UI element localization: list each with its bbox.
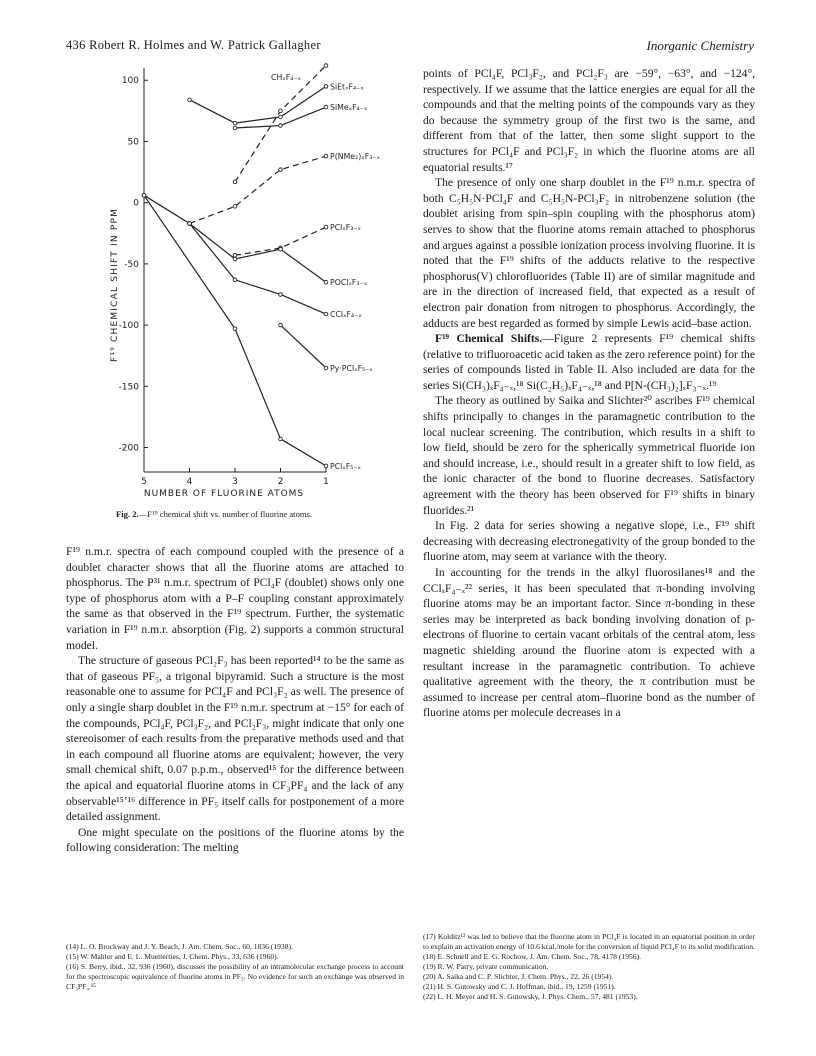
- y-tick-label: -150: [118, 382, 139, 393]
- left-paragraph: The structure of gaseous PCl₂F₃ has been reported¹⁴ to be the same as that of gaseous PF₅, a trigonal bipyramid. Such a structure is the most reasonable one to assume for PCl₄F and PCl₃F₂ as well. The presence of only a single sharp doublet in the F¹⁹ n.m.r. spectrum at −15° for each of the compounds, PCl₄F, PCl₃F₂, and PCl₂F₃, might indicate that only one stereoisomer of each results from the preparative methods used and that in each compound all fluorine atoms are equivalent; however, the very small chemical shift, 0.07 p.p.m., observed¹⁵ for the difference between the apical and equatorial fluorine atoms in CF₃PF₄ and the lack of any observable¹⁵ʼ¹⁶ difference in PF₅ itself calls for postponement of a more detailed assignment.: [66, 654, 404, 824]
- series-label: Py·PClₓF₅₋ₓ: [330, 363, 373, 373]
- y-tick-label: 100: [121, 76, 139, 87]
- data-point: [279, 437, 283, 441]
- right-paragraph: points of PCl₄F, PCl₃F₂, and PCl₂F₃ are −59°, −63°, and −124°, respectively. If we assume that the lattice energies are equal for all the compounds and that the melting points of the compounds vary as they do because the symmetry group of the first two is the same, and different from that of the latter, then some slight support to the structures for PCl₄F and PCl₃F₂ in which the fluorine atoms are all equatorial results.¹⁷: [423, 67, 755, 174]
- y-tick-label: 0: [133, 198, 139, 209]
- data-point: [279, 124, 283, 128]
- data-point: [324, 312, 328, 316]
- footnote: (18) E. Schnell and E. G. Rochow, J. Am. Chem. Soc., 78, 4178 (1956).: [423, 952, 642, 961]
- data-point: [233, 257, 237, 261]
- x-tick-label: 1: [323, 477, 329, 487]
- series-line: [281, 325, 327, 368]
- series-line: [190, 223, 327, 282]
- data-point: [188, 222, 192, 226]
- data-point: [233, 278, 237, 282]
- right-paragraph-section: [423, 331, 755, 393]
- series-label: PClₓF₃₋ₓ: [330, 223, 361, 233]
- right-paragraph: The theory as outlined by Saika and Slichter²⁰ ascribes F¹⁹ chemical shifts principally to changes in the paramagnetic contribution to the local nuclear screening. The contribution, which results in a shift to low field, should be zero for the spherically symmetrical fluoride ion and should increase, i.e., should result in a greater shift to low field, as the ionic character of the bond to fluorine decreases. Satisfactory agreement with the theory has been observed for F¹⁹ shifts in binary fluorides.²¹: [423, 394, 755, 517]
- figure-caption: [116, 509, 312, 519]
- footnote: (20) A. Saika and C. P. Slichter, J. Chem. Phys., 22, 26 (1954).: [423, 972, 614, 981]
- footnote: (21) H. S. Gutowsky and C. J. Hoffman, ibid., 19, 1259 (1951).: [423, 982, 616, 991]
- series-label: SiMeₓF₄₋ₓ: [330, 103, 368, 113]
- data-point: [279, 109, 283, 113]
- data-point: [279, 247, 283, 251]
- series-line: [190, 86, 327, 123]
- series-label: PClₓF₅₋ₓ: [330, 461, 361, 471]
- data-point: [233, 327, 237, 331]
- footnote: (22) L. H. Meyer and H. S. Gutowsky, J. Phys. Chem., 57, 481 (1953).: [423, 992, 638, 1001]
- left-paragraph: One might speculate on the positions of the fluorine atoms by the following consideration: The melting: [66, 825, 404, 855]
- y-axis-label: F¹⁹ CHEMICAL SHIFT IN PPM: [110, 207, 120, 363]
- data-point: [324, 225, 328, 229]
- right-paragraph: In Fig. 2 data for series showing a negative slope, i.e., F¹⁹ shift decreasing with decreasing electronegativity of the group bonded to the fluorine atom, may seem at variance with the theory.: [423, 519, 755, 564]
- running-header-left: 436 Robert R. Holmes and W. Patrick Gallagher: [66, 38, 321, 52]
- footnote: (15) W. Mahler and E. L. Muetterties, J. Chem. Phys., 33, 636 (1960).: [66, 952, 279, 961]
- data-point: [233, 254, 237, 258]
- data-point: [233, 205, 237, 209]
- footnote: (16) S. Berry, ibid., 32, 936 (1960), discusses the possibility of an intramolecular exchange process to account for the spectroscopic equivalence of fluorine atoms in PF₅. No evidence for such an exchange was observed in CF₃PF₄.¹⁵: [66, 962, 404, 991]
- data-point: [142, 194, 146, 198]
- data-point: [279, 323, 283, 327]
- series-label: CClₓF₄₋ₓ: [330, 310, 362, 320]
- left-paragraph: F¹⁹ n.m.r. spectra of each compound coupled with the presence of a doublet character shows that all the fluorine atoms are attached to phosphorus. The P³¹ n.m.r. spectrum of PCl₄F (doublet) shows only one type of phosphorus atom with a P–F coupling constant approximately the same as that observed in the F¹⁹ spectrum. Further, the systematic variation in F¹⁹ n.m.r. absorption (Fig. 2) supports a common structural model.: [66, 545, 404, 652]
- data-point: [233, 180, 237, 184]
- series-label: SiEtₓF₄₋ₓ: [330, 82, 364, 92]
- right-paragraph: In accounting for the trends in the alkyl fluorosilanes¹⁸ and the CClₓF₄₋ₓ²² series, it has been speculated that π-bonding involving fluorine atoms may be an important factor. Since π-bonding in these series may be interpreted as back bonding involving donation of p-electrons of fluorine to certain vacant orbitals of the central atom, less magnetic shielding around the fluorine atom is expected with a resultant increase in the paramagnetic contribution. To achieve qualitative agreement with the theory, the π contribution must be assumed to increase per central atom–fluorine bond as the number of fluorine atoms per molecule decreases in a: [423, 566, 755, 720]
- footnote: (17) Kolditz¹³ was led to believe that the fluorine atom in PCl₄F is located in an equatorial position in order to explain an activation energy of 10.6 kcal./mole for the conversion of liquid PCl₄F to its solid modification.: [423, 932, 755, 951]
- series-label: POClₓF₃₋ₓ: [330, 278, 368, 288]
- figure-caption-label: Fig. 2.: [116, 509, 139, 519]
- left-column-text: [66, 544, 404, 856]
- left-footnotes: [66, 942, 404, 992]
- data-point: [279, 115, 283, 119]
- x-tick-label: 2: [277, 477, 284, 487]
- series-line: [190, 156, 327, 223]
- series-label: CHₓF₄₋ₓ: [271, 73, 301, 83]
- section-heading: F¹⁹ Chemical Shifts.: [435, 332, 543, 346]
- data-point: [324, 154, 328, 158]
- data-point: [279, 293, 283, 297]
- journal-name: Inorganic Chemistry: [646, 38, 754, 53]
- data-point: [324, 105, 328, 109]
- data-point: [324, 85, 328, 89]
- data-point: [324, 464, 328, 468]
- x-tick-label: 3: [232, 477, 238, 487]
- x-tick-label: 5: [141, 477, 147, 487]
- figure-caption-text: —F¹⁹ chemical shift vs. number of fluorine atoms.: [138, 509, 313, 519]
- series-label: P(NMe₂)ₓF₃₋ₓ: [330, 152, 380, 162]
- data-point: [279, 168, 283, 172]
- y-tick-label: -50: [124, 259, 139, 270]
- right-column-text: [423, 66, 755, 721]
- footnote: (19) R. W. Parry, private communication.: [423, 962, 549, 971]
- right-footnotes: [423, 932, 755, 1002]
- data-point: [324, 280, 328, 284]
- x-axis-label: NUMBER OF FLUORINE ATOMS: [143, 489, 305, 499]
- data-point: [188, 98, 192, 102]
- data-point: [324, 64, 328, 68]
- data-point: [233, 121, 237, 125]
- y-tick-label: 50: [127, 137, 139, 148]
- data-point: [233, 126, 237, 130]
- data-point: [324, 366, 328, 370]
- footnote: (14) L. O. Brockway and J. Y. Beach, J. Am. Chem. Soc., 60, 1836 (1938).: [66, 942, 293, 951]
- y-tick-label: -100: [118, 321, 139, 332]
- section-text: —Figure 2 represents F¹⁹ chemical shifts (relative to trifluoroacetic acid taken as the zero reference point) for the series of compounds listed in Table II. Also included are data for the series Si(CH₃)ₓF₄₋ₓ,¹⁸ Si(C₂H₅)ₓF₄₋ₓ,¹⁸ and P[N-(CH₃)₂]ₓF₃₋ₓ.¹⁹: [423, 332, 755, 392]
- right-paragraph: The presence of only one sharp doublet in the F¹⁹ n.m.r. spectra of both C₅H₅N·PCl₄F and C₅H₅N-PCl₃F₂ in nitrobenzene solution (the doublet arising from spin–spin coupling with the phosphorus atom) serves to show that the fluorine atoms remain attached to phosphorus and argues against a possible ionization process involving fluorine. It is noted that the F¹⁹ shifts of the adducts relative to the respective phosphorus(V) chlorofluorides (Table II) are of similar magnitude and are in the direction of increased field, that expected as a result of electron pair donation from nitrogen to phosphorus. Accordingly, the adducts are best regarded as formed by simple Lewis acid–base action.: [423, 176, 755, 330]
- x-tick-label: 4: [186, 477, 193, 487]
- y-tick-label: -200: [118, 443, 139, 454]
- figure-2-chart: [100, 60, 415, 505]
